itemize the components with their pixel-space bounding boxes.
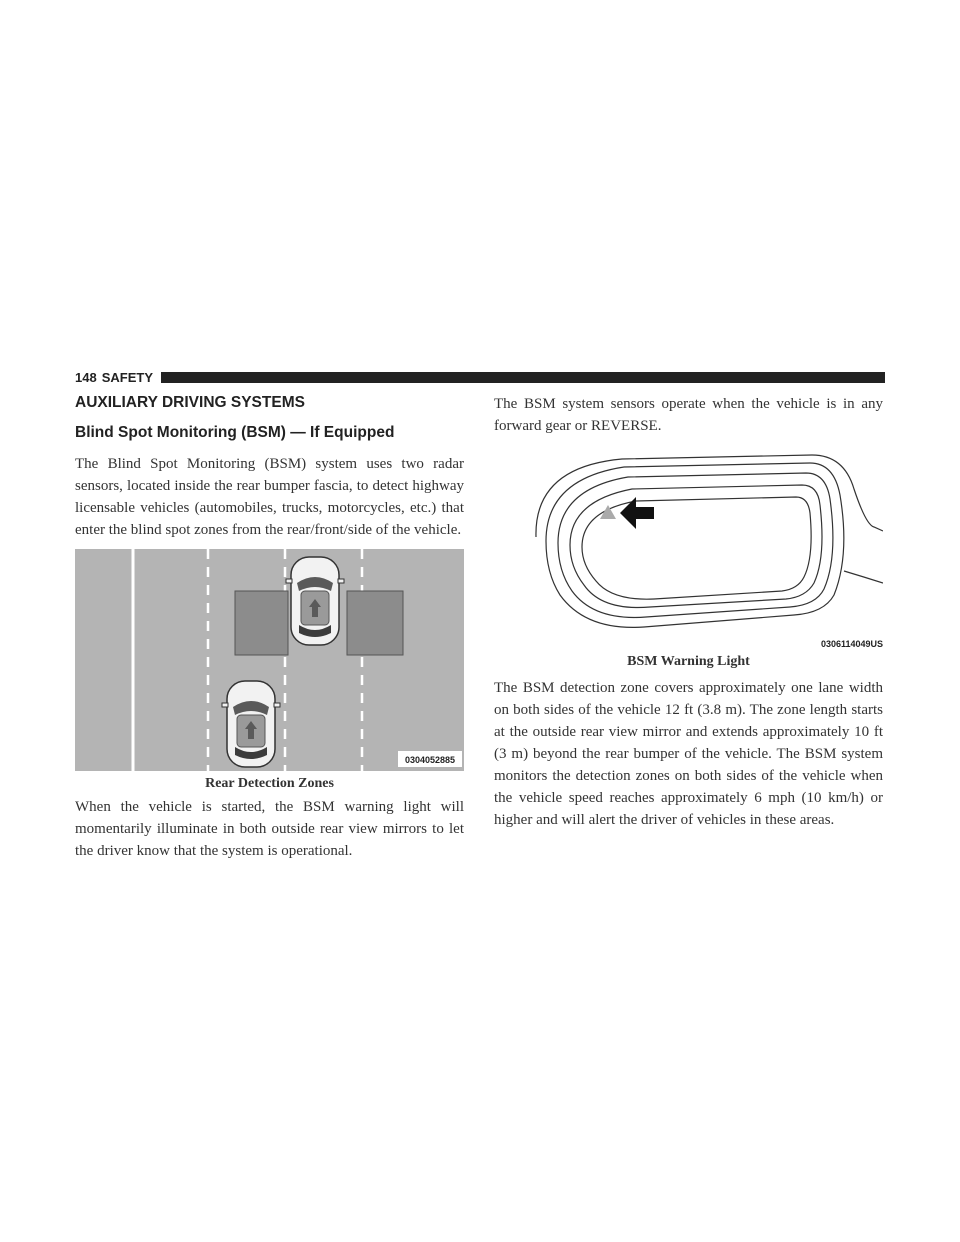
- bsm-operation-paragraph: The BSM system sensors operate when the vehicle is in any forward gear or REVERSE.: [494, 396, 883, 434]
- figure-caption: BSM Warning Light: [627, 654, 750, 669]
- right-column: [494, 393, 883, 831]
- pointer-arrow-icon: [620, 497, 654, 529]
- figure-caption: Rear Detection Zones: [205, 776, 334, 791]
- section-name: SAFETY: [101, 369, 153, 385]
- host-vehicle: [286, 557, 344, 645]
- bsm-warning-light-figure: [494, 445, 883, 651]
- bsm-intro-paragraph: The Blind Spot Monitoring (BSM) system uses two radar sensors, located inside the rear bumper fascia, to detect highway licensable vehicles (automobiles, trucks, motorcycles, etc.) that enter the blind spot zones from the rear/front/side of the vehicle.: [75, 456, 464, 538]
- section-heading: AUXILIARY DRIVING SYSTEMS: [75, 394, 305, 411]
- figure-id: 0304052885: [404, 755, 456, 765]
- figure-id: 0306114049US: [820, 639, 883, 649]
- page-header: [75, 369, 885, 385]
- right-detection-zone: [347, 591, 403, 655]
- left-detection-zone: [235, 591, 288, 655]
- bsm-startup-paragraph: When the vehicle is started, the BSM warning light will momentarily illuminate in both outside rear view mirrors to let the driver know that the system is operational.: [75, 799, 464, 859]
- header-rule: [161, 372, 885, 383]
- side-mirror-outline: [536, 455, 883, 627]
- rear-detection-zones-figure: [75, 549, 464, 771]
- bsm-zone-paragraph: The BSM detection zone covers approximately one lane width on both sides of the vehicle 12 ft (3.8 m). The zone length starts at the outside rear view mirror and extends approximately 10 ft (3 m) beyond the rear bumper of the vehicle. The BSM system monitors the detection zones on both sides of the vehicle when the vehicle speed reaches approximately 6 mph (10 km/h) or higher and will alert the driver of vehicles in these areas.: [494, 680, 883, 828]
- subsection-heading: Blind Spot Monitoring (BSM) — If Equipped: [75, 424, 395, 441]
- left-column: [75, 393, 464, 862]
- adjacent-vehicle: [222, 681, 280, 767]
- page-number: 148: [75, 369, 97, 385]
